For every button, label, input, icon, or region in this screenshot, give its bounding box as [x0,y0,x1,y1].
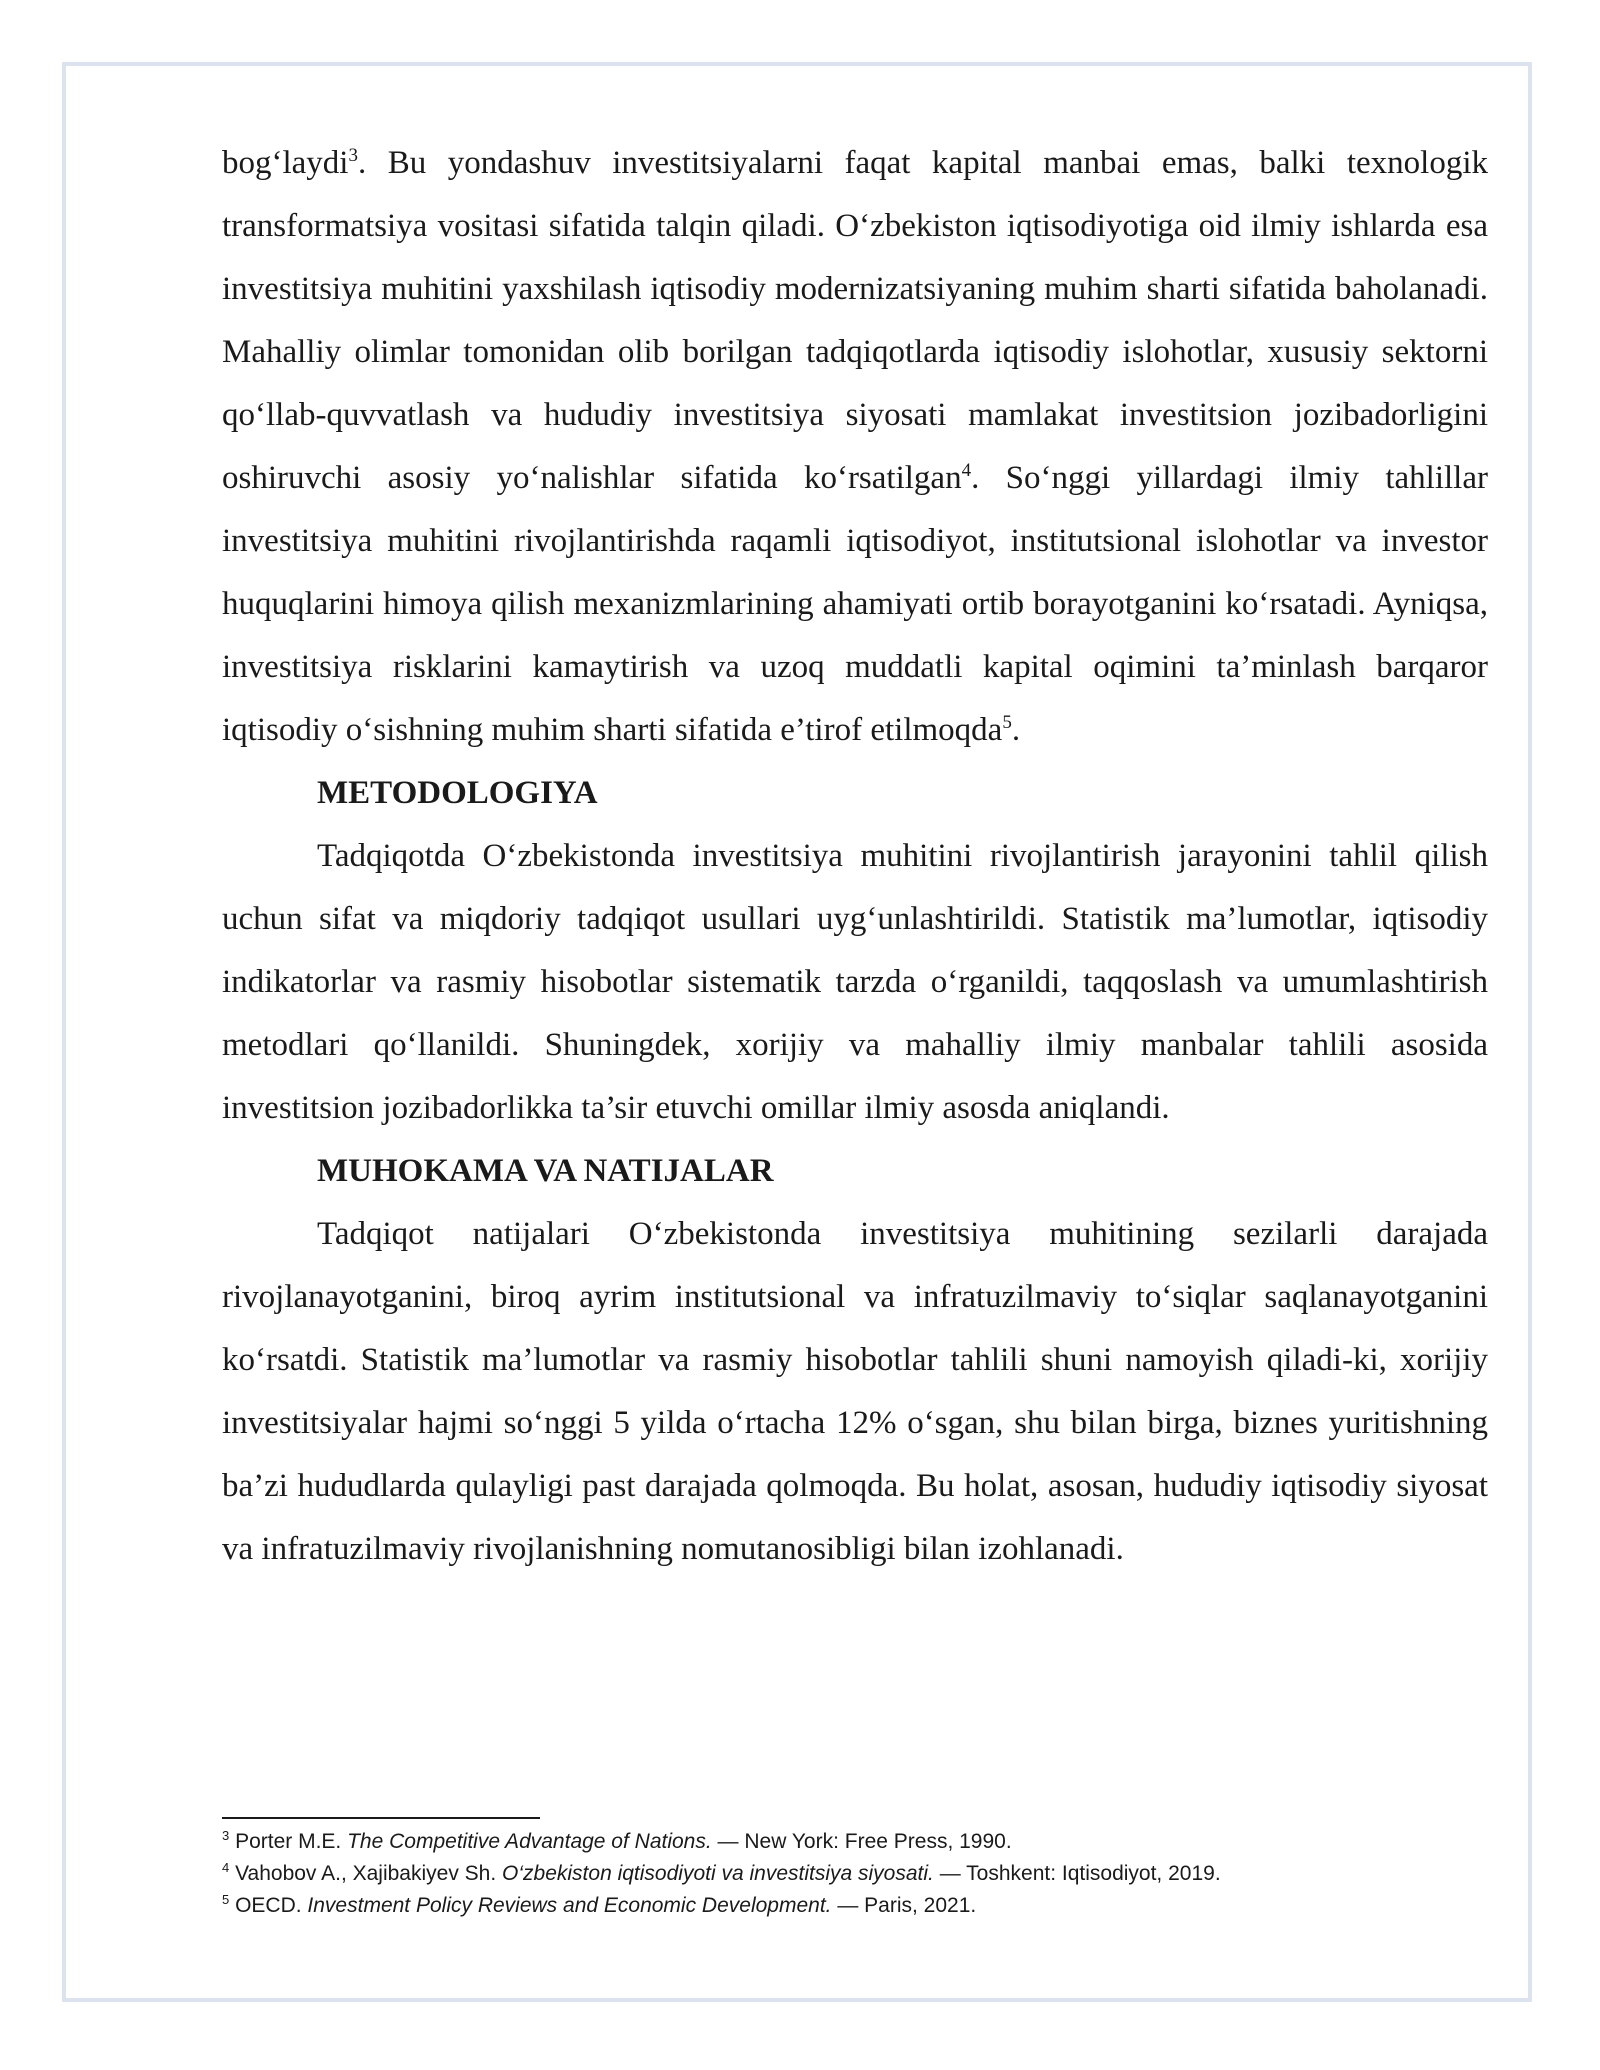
footnote-title: The Competitive Advantage of Nations. [347,1830,712,1853]
footnote-author: OECD. [235,1894,308,1917]
footnote-5 [222,1890,1488,1922]
heading-methodology: METODOLOGIYA [317,775,598,811]
footnote-title: Investment Policy Reviews and Economic Development. [307,1894,832,1917]
paragraph-text: bog‘laydi [222,145,349,181]
footnote-number: 4 [222,1860,230,1875]
footnote-publisher: — New York: Free Press, 1990. [711,1830,1012,1853]
paragraph-methodology: Tadqiqotda O‘zbekistonda investitsiya muhitini rivojlantirish jarayonini tahlil qilish uchun sifat va miqdoriy tadqiqot usullari uyg‘unlashtirildi. Statistik ma’lumotlar, iqtisodiy indikatorlar va rasmiy hisobotlar sistematik tarzda o‘rganildi, taqqoslash va umumlashtirish metodlari qo‘llanildi. Shuningdek, xorijiy va mahalliy ilmiy manbalar tahlili asosida investitsion jozibadorlikka ta’sir etuvchi omillar ilmiy asosda aniqlandi. [222,838,1488,1126]
footnote-ref-3[interactable]: 3 [348,145,358,166]
document-body [222,132,1488,1581]
paragraph-text: . So‘nggi yillardagi ilmiy tahlillar investitsiya muhitini rivojlantirishda raqamli iqtisodiyot, institutsional islohotlar va investor huquqlarini himoya qilish mexanizmlarining ahamiyati ortib borayotganini ko‘rsatadi. Ayniqsa, investitsiya risklarini kamaytirish va uzoq muddatli kapital oqimini ta’minlash barqaror iqtisodiy o‘sishning muhim sharti sifatida e’tirof etilmoqda [222,460,1488,748]
footnote-publisher: — Toshkent: Iqtisodiyot, 2019. [933,1862,1221,1885]
footnote-number: 3 [222,1828,230,1843]
footnote-ref-4[interactable]: 4 [961,460,972,481]
footnote-number: 5 [222,1892,230,1907]
footnote-author: Porter M.E. [235,1830,348,1853]
heading-discussion-results: MUHOKAMA VA NATIJALAR [317,1153,774,1189]
paragraph-intro-continuation [222,132,1488,762]
footnotes [222,1826,1488,1922]
footnote-ref-5[interactable]: 5 [1002,712,1012,733]
footnote-author: Vahobov A., Xajibakiyev Sh. [235,1862,503,1885]
footnote-4 [222,1858,1488,1890]
footnote-title: O‘zbekiston iqtisodiyoti va investitsiya siyosati. [502,1862,934,1885]
footnote-separator [222,1817,540,1819]
paragraph-discussion: Tadqiqot natijalari O‘zbekistonda investitsiya muhitining sezilarli darajada rivojlanayotganini, biroq ayrim institutsional va infratuzilmaviy to‘siqlar saqlanayotganini ko‘rsatdi. Statistik ma’lumotlar va rasmiy hisobotlar tahlili shuni namoyish qiladi-ki, xorijiy investitsiyalar hajmi so‘nggi 5 yilda o‘rtacha 12% o‘sgan, shu bilan birga, biznes yuritishning ba’zi hududlarda qulayligi past darajada qolmoqda. Bu holat, asosan, hududiy iqtisodiy siyosat va infratuzilmaviy rivojlanishning nomutanosibligi bilan izohlanadi. [222,1216,1488,1567]
paragraph-text: . Bu yondashuv investitsiyalarni faqat kapital manbai emas, balki texnologik transformatsiya vositasi sifatida talqin qiladi. O‘zbekiston iqtisodiyotiga oid ilmiy ishlarda esa investitsiya muhitini yaxshilash iqtisodiy modernizatsiyaning muhim sharti sifatida baholanadi. Mahalliy olimlar tomonidan olib borilgan tadqiqotlarda iqtisodiy islohotlar, xususiy sektorni qo‘llab-quvvatlash va hududiy investitsiya siyosati mamlakat investitsion jozibadorligini oshiruvchi asosiy yo‘nalishlar sifatida ko‘rsatilgan [222,145,1488,496]
footnote-3 [222,1826,1488,1858]
footnote-publisher: — Paris, 2021. [831,1894,977,1917]
paragraph-text: . [1011,712,1021,748]
